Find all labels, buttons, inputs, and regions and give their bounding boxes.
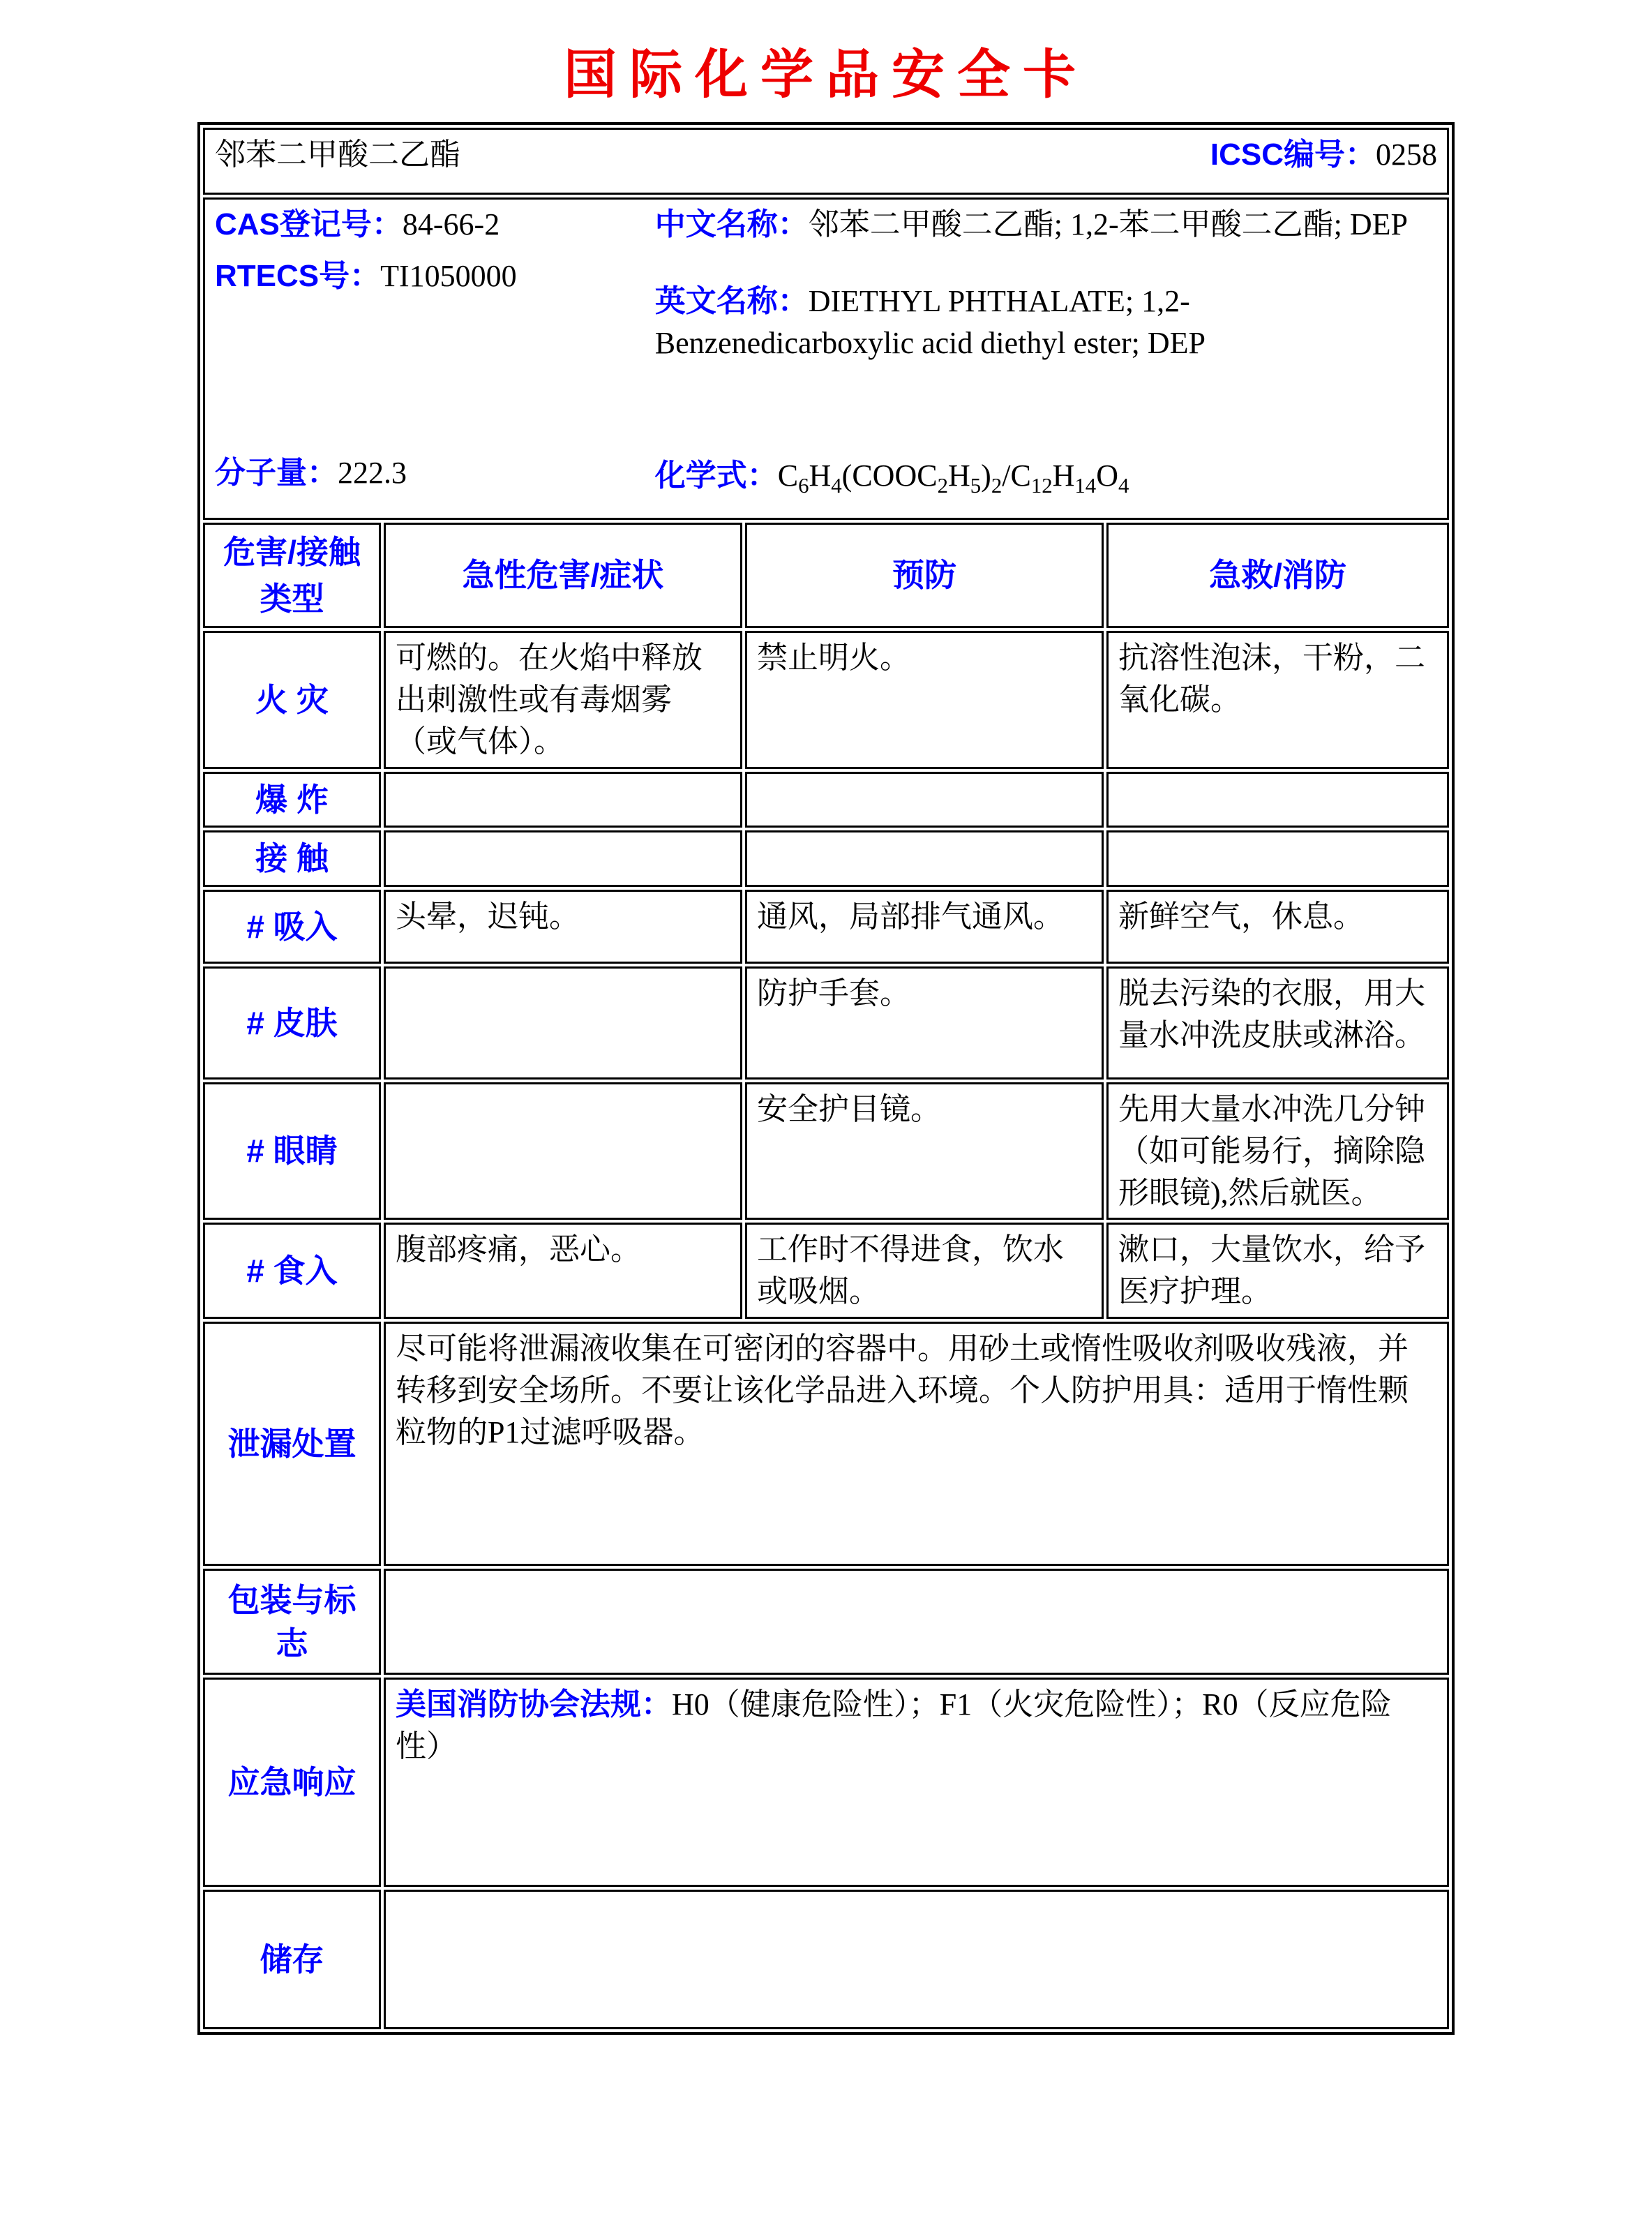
skin-firstaid-cell: 脱去污染的衣服，用大量水冲洗皮肤或淋浴。 xyxy=(1106,966,1449,1080)
storage-content-cell xyxy=(384,1890,1449,2029)
icsc-number: 0258 xyxy=(1376,137,1437,172)
row-label-ingestion: # 食入 xyxy=(203,1223,381,1319)
eyes-firstaid-cell: 先用大量水冲洗几分钟（如可能易行，摘除隐形眼镜),然后就医。 xyxy=(1106,1082,1449,1220)
hazard-row-ingestion xyxy=(203,1223,1449,1319)
hazard-row-exposure xyxy=(203,830,1449,887)
row-label-explosion: 爆 炸 xyxy=(203,772,381,828)
icsc-number-group xyxy=(1210,134,1437,176)
cas-label: CAS登记号： xyxy=(215,207,403,241)
exposure-symptoms-cell xyxy=(384,830,742,887)
section-label-spillage: 泄漏处置 xyxy=(203,1322,381,1566)
chinese-name-value: 邻苯二甲酸二乙酯; 1,2-苯二甲酸二乙酯; DEP xyxy=(808,207,1408,241)
inhalation-prevention-cell: 通风，局部排气通风。 xyxy=(745,890,1104,964)
ingestion-symptoms-cell: 腹部疼痛，恶心。 xyxy=(384,1223,742,1319)
icsc-label: ICSC编号： xyxy=(1210,137,1376,172)
fire-prevention-cell: 禁止明火。 xyxy=(745,631,1104,768)
formula-line xyxy=(655,455,1437,514)
name-cell xyxy=(203,128,1449,195)
english-name-label: 英文名称： xyxy=(654,283,809,318)
identifiers-right-column xyxy=(655,204,1437,514)
molecular-weight-value: 222.3 xyxy=(338,456,407,491)
formula-value: $C_6H_4(COOC_2H_5)_2/C_{12}H_{14}O_4$ xyxy=(777,458,1129,498)
fire-symptoms-cell: 可燃的。在火焰中释放出刺激性或有毒烟雾（或气体）。 xyxy=(384,631,742,768)
molecular-weight-line xyxy=(215,452,655,514)
section-label-emergency-response: 应急响应 xyxy=(203,1678,381,1887)
col-header-prevention: 预防 xyxy=(745,523,1104,628)
table-header-row xyxy=(203,523,1449,628)
row-label-eyes: # 眼睛 xyxy=(203,1082,381,1220)
name-row xyxy=(203,128,1449,195)
exposure-prevention-cell xyxy=(745,830,1104,887)
section-label-packaging: 包装与标志 xyxy=(203,1569,381,1675)
row-label-fire: 火 灾 xyxy=(203,631,381,768)
col-header-hazard-type: 危害/接触类型 xyxy=(203,523,381,628)
skin-symptoms-cell xyxy=(384,966,742,1080)
identifiers-row xyxy=(203,197,1449,520)
cas-line xyxy=(215,204,655,246)
emergency-response-content-cell xyxy=(384,1678,1449,1887)
section-row-emergency-response xyxy=(203,1678,1449,1887)
hazard-row-eyes xyxy=(203,1082,1449,1220)
emergency-response-content-text: H0（健康危险性）；F1（火灾危险性）；R0（反应危险性） xyxy=(396,1687,1392,1763)
ingestion-prevention-cell: 工作时不得进食，饮水或吸烟。 xyxy=(745,1223,1104,1319)
formula-label: 化学式： xyxy=(654,458,778,493)
row-label-exposure: 接 触 xyxy=(203,830,381,887)
col-header-symptoms: 急性危害/症状 xyxy=(384,523,742,628)
explosion-firstaid-cell xyxy=(1106,772,1449,828)
col-header-firstaid: 急救/消防 xyxy=(1106,523,1449,628)
inhalation-firstaid-cell: 新鲜空气，休息。 xyxy=(1106,890,1449,964)
chemical-name: 邻苯二甲酸二乙酯 xyxy=(215,137,460,172)
rtecs-line xyxy=(215,255,655,297)
section-row-storage xyxy=(203,1890,1449,2029)
english-name-value: DIETHYL PHTHALATE; 1,2-Benzenedicarboxylic acid diethyl ester; DEP xyxy=(654,283,1206,360)
section-row-spillage xyxy=(203,1322,1449,1566)
section-row-packaging xyxy=(203,1569,1449,1675)
hazard-row-inhalation xyxy=(203,890,1449,964)
chinese-name-line xyxy=(655,204,1437,246)
explosion-symptoms-cell xyxy=(384,772,742,828)
eyes-symptoms-cell xyxy=(384,1082,742,1220)
eyes-prevention-cell: 安全护目镜。 xyxy=(745,1082,1104,1220)
fire-firstaid-cell: 抗溶性泡沫，干粉，二氧化碳。 xyxy=(1106,631,1449,768)
row-label-inhalation: # 吸入 xyxy=(203,890,381,964)
nfpa-lead-label: 美国消防协会法规： xyxy=(396,1687,672,1722)
molecular-weight-label: 分子量： xyxy=(215,456,338,491)
chinese-name-label: 中文名称： xyxy=(654,207,809,241)
row-label-skin: # 皮肤 xyxy=(203,966,381,1080)
packaging-content-cell xyxy=(384,1569,1449,1675)
hazard-row-explosion xyxy=(203,772,1449,828)
english-name-line xyxy=(655,281,1437,364)
section-label-storage: 储存 xyxy=(203,1890,381,2029)
exposure-firstaid-cell xyxy=(1106,830,1449,887)
icsc-card-table xyxy=(197,122,1455,2035)
hazard-row-fire xyxy=(203,631,1449,768)
spillage-content-text: 尽可能将泄漏液收集在可密闭的容器中。用砂土或惰性吸收剂吸收残液，并转移到安全场所。不要让该化学品进入环境。个人防护用具：适用于惰性颗粒物的P1过滤呼吸器。 xyxy=(396,1331,1409,1449)
identifiers-cell xyxy=(203,197,1449,520)
hazard-row-skin xyxy=(203,966,1449,1080)
spillage-content-cell xyxy=(384,1322,1449,1566)
skin-prevention-cell: 防护手套。 xyxy=(745,966,1104,1080)
rtecs-value: TI1050000 xyxy=(380,258,517,293)
cas-value: 84-66-2 xyxy=(402,207,500,241)
explosion-prevention-cell xyxy=(745,772,1104,828)
ingestion-firstaid-cell: 漱口，大量饮水，给予医疗护理。 xyxy=(1106,1223,1449,1319)
page-title: 国际化学品安全卡 xyxy=(564,43,1088,105)
rtecs-label: RTECS号： xyxy=(215,258,381,293)
identifiers-left-column xyxy=(215,204,655,514)
inhalation-symptoms-cell: 头晕，迟钝。 xyxy=(384,890,742,964)
